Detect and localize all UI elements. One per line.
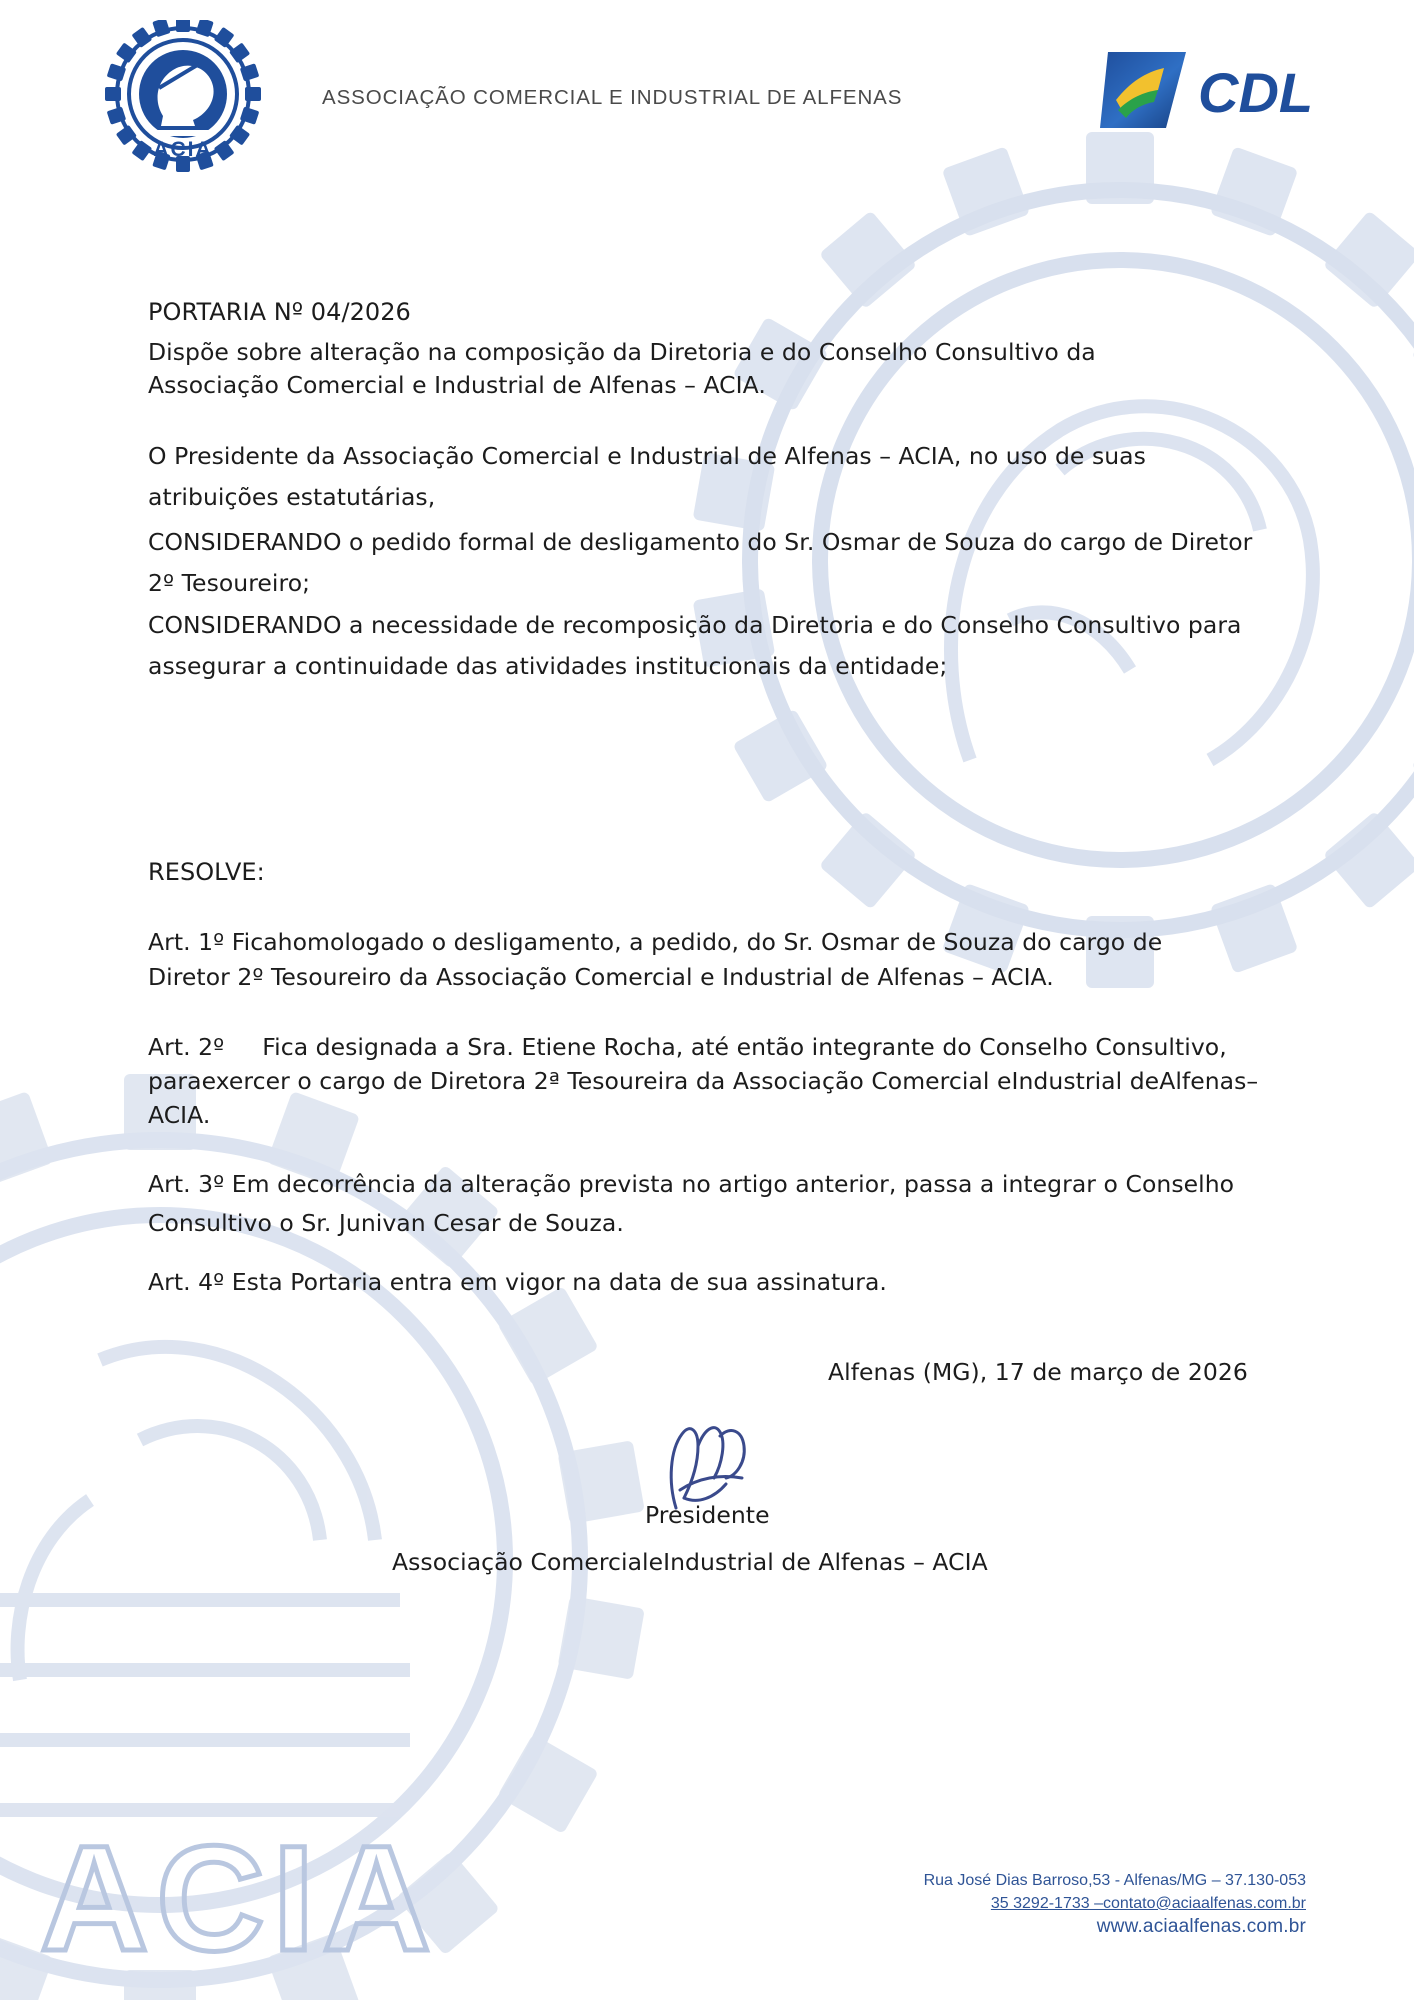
place-and-date: Alfenas (MG), 17 de março de 2026 bbox=[828, 1358, 1248, 1386]
resolve-label: RESOLVE: bbox=[148, 858, 265, 886]
signature-image bbox=[650, 1412, 780, 1522]
acia-logo-text: ACIA bbox=[153, 138, 213, 161]
org-title: ASSOCIAÇÃO COMERCIAL E INDUSTRIAL DE ALFENAS bbox=[322, 86, 903, 109]
preamble-paragraph: O Presidente da Associação Comercial e Industrial de Alfenas – ACIA, no uso de suas atribuições estatutárias, bbox=[148, 442, 1146, 511]
article-4: Art. 4º Esta Portaria entra em vigor na data de sua assinatura. bbox=[148, 1268, 887, 1296]
document-header bbox=[0, 0, 1414, 200]
portaria-subject: Dispõe sobre alteração na composição da Diretoria e do Conselho Consultivo da Associação Comercial e Industrial de Alfenas – ACIA. bbox=[148, 338, 1096, 399]
portaria-title: PORTARIA Nº 04/2026 bbox=[148, 298, 411, 326]
document-footer bbox=[924, 1869, 1306, 1938]
article-1-line-2: Diretor 2º Tesoureiro da Associação Comercial e Industrial de Alfenas – ACIA. bbox=[148, 963, 1054, 991]
svg-text:ACIA: ACIA bbox=[40, 1814, 439, 1982]
cdl-logo-text: CDL bbox=[1198, 61, 1314, 124]
article-2 bbox=[148, 1030, 1278, 1132]
considerando-1: CONSIDERANDO o pedido formal de desligamento do Sr. Osmar de Souza do cargo de Diretor 2º Tesoureiro; bbox=[148, 528, 1253, 597]
acia-logo bbox=[88, 20, 278, 180]
article-1-line-1: Art. 1º Ficahomologado o desligamento, a pedido, do Sr. Osmar de Souza do cargo de bbox=[148, 928, 1163, 956]
article-2-text: Fica designada a Sra. Etiene Rocha, até então integrante do Conselho Consultivo, paraexercer o cargo de Diretora 2ª Tesoureira da Associação Comercial eIndustrial deAlfenas– ACIA. bbox=[148, 1033, 1259, 1129]
watermark-acia-text bbox=[40, 1814, 439, 1982]
footer-contact[interactable]: 35 3292-1733 –contato@aciaalfenas.com.br bbox=[990, 1895, 1306, 1912]
cdl-logo bbox=[1100, 48, 1330, 132]
signature-role: Presidente bbox=[645, 1501, 770, 1529]
signature-entity: Associação ComercialeIndustrial de Alfenas – ACIA bbox=[392, 1548, 988, 1576]
footer-website[interactable]: www.aciaalfenas.com.br bbox=[1096, 1916, 1306, 1937]
considerando-2: CONSIDERANDO a necessidade de recomposição da Diretoria e do Conselho Consultivo para assegurar a continuidade das atividades institucionais da entidade; bbox=[148, 611, 1242, 680]
article-3: Art. 3º Em decorrência da alteração prevista no artigo anterior, passa a integrar o Conselho Consultivo o Sr. Junivan Cesar de Souza. bbox=[148, 1170, 1235, 1237]
footer-address: Rua José Dias Barroso,53 - Alfenas/MG – 37.130-053 bbox=[923, 1872, 1306, 1889]
article-2-lead: Art. 2º bbox=[148, 1033, 225, 1061]
